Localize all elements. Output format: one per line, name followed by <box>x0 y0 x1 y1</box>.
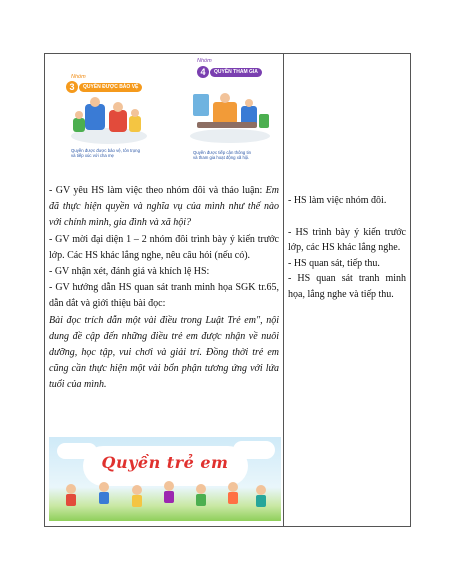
teacher-activity-cell <box>45 54 283 526</box>
paragraph-reading-intro: Bài đọc trích dẫn một vài điều trong Luật Trẻ em", nội dung đề cập đến những điều trẻ em được nhận về nuôi dưỡng, học tập, vui chơi và giải trí. Đồng thời trẻ em cũng cần thực hiện một vài bổn phận tương ứng với lứa tuổi của mình. <box>49 314 279 391</box>
student-line-3: - HS quan sát, tiếp thu. <box>288 257 380 269</box>
poster-number-badge: 3 <box>66 81 78 93</box>
lesson-table <box>44 53 411 527</box>
paragraph-feedback: - GV nhận xét, đánh giá và khích lệ HS: <box>49 266 210 278</box>
poster-caption: Quyền được tiếp cận thông tin và tham gia hoạt động xã hội. <box>193 150 252 160</box>
student-line-2: - HS trình bày ý kiến trước lớp, các HS khác lắng nghe. <box>288 226 406 254</box>
poster-group-4 <box>183 56 275 166</box>
poster-title: QUYỀN ĐƯỢC BẢO VỆ <box>79 83 142 92</box>
student-line-4: - HS quan sát tranh minh họa, lắng nghe và tiếp thu. <box>288 273 406 300</box>
jumping-children-illustration <box>49 481 281 521</box>
paragraph-group-discussion: - GV yêu HS làm việc theo nhóm đôi và thảo luận: Em đã thực hiện quyền và nghĩa vụ của mình như thế nào với chính mình, gia đình và xã hội? <box>49 185 279 229</box>
student-activity-cell <box>284 54 410 526</box>
paragraph-present: - GV mời đại diện 1 – 2 nhóm đôi trình bày ý kiến trước lớp. Các HS khác lắng nghe, nêu câu hỏi (nếu có). <box>49 233 279 261</box>
poster-number-badge: 4 <box>197 66 209 78</box>
spacer <box>288 209 406 225</box>
poster-caption: Quyền được được bảo vệ, tôn trọng và tiếp xúc với cha mẹ <box>71 148 140 158</box>
poster-group-3 <box>61 72 153 172</box>
teacher-activity-text <box>49 183 279 394</box>
student-activity-text <box>288 193 406 303</box>
children-rights-banner <box>49 437 281 521</box>
poster-nhom-label: Nhóm <box>71 74 86 80</box>
poster-nhom-label: Nhóm <box>197 58 212 64</box>
poster-illustration <box>67 96 151 144</box>
poster-title: QUYỀN THAM GIA <box>210 68 262 77</box>
student-line-1: - HS làm việc nhóm đôi. <box>288 195 387 206</box>
banner-title: Quyền trẻ em <box>101 453 229 472</box>
poster-illustration <box>187 84 273 144</box>
paragraph-guide: - GV hướng dẫn HS quan sát tranh minh họa SGK tr.65, dẫn dắt và giới thiệu bài đọc: <box>49 282 279 310</box>
